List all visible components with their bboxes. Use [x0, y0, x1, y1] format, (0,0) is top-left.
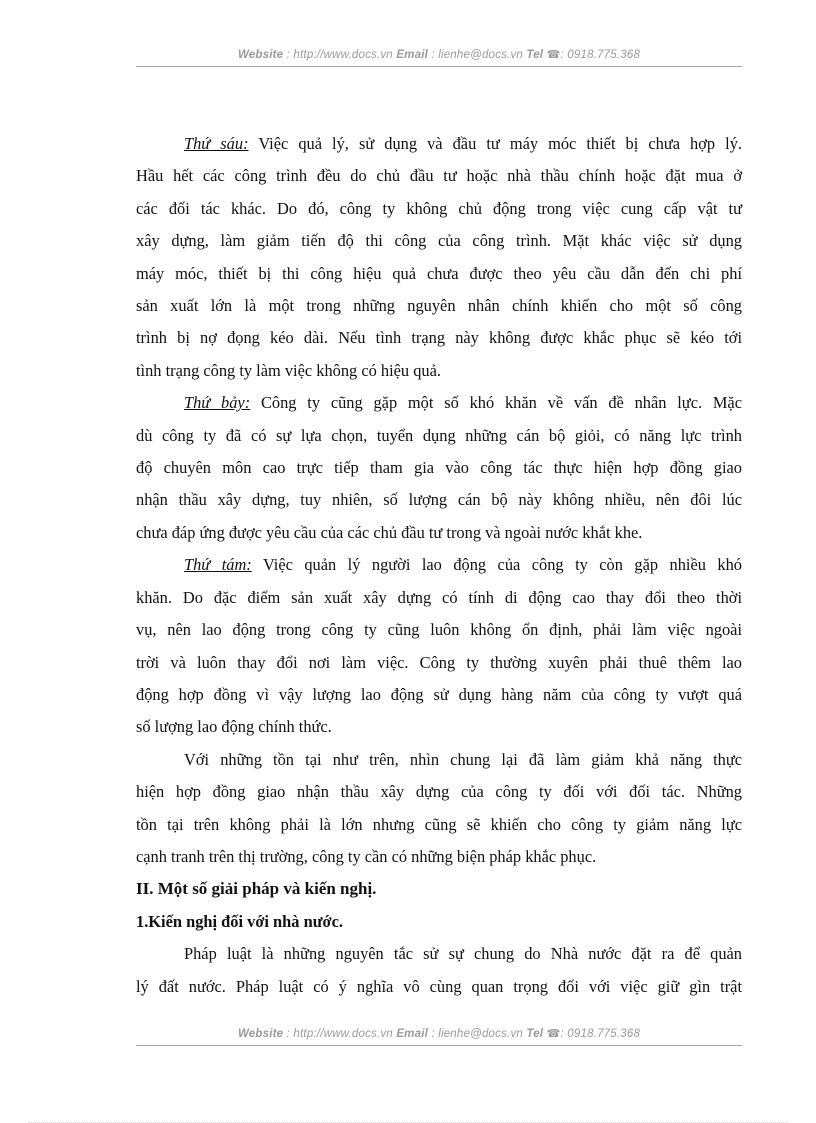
header-website-value: : http://www.docs.vn	[286, 49, 393, 61]
phone-icon: ☎	[546, 1028, 561, 1040]
page-header	[136, 48, 742, 61]
paragraph-line: lý đất nước. Pháp luật có ý nghĩa vô cùng quan trọng đối với việc giữ gìn trật	[136, 976, 742, 996]
footer-website-value: : http://www.docs.vn	[286, 1028, 393, 1040]
paragraph-line: dù công ty đã có sự lựa chọn, tuyển dụng những cán bộ giỏi, có năng lực trình	[136, 425, 742, 445]
paragraph-line: hiện hợp đồng giao nhận thầu xây dựng của công ty đối với đối tác. Những	[136, 782, 742, 802]
header-website-label: Website	[237, 49, 284, 61]
paragraph-line: trình bị nợ đọng kéo dài. Nếu tình trạng này không được khắc phục sẽ kéo tới	[136, 328, 742, 348]
paragraph-line: Việc quả lý, sử dụng và đầu tư máy móc thiết bị chưa hợp lý.	[258, 134, 743, 153]
paragraph-line: số lượng lao động chính thức.	[136, 717, 332, 737]
footer-website-label: Website	[237, 1028, 284, 1040]
paragraph-line: vụ, nên lao động trong công ty cũng luôn không ổn định, phải làm việc ngoài	[136, 620, 742, 640]
paragraph-lead: Thứ bảy:	[184, 393, 251, 413]
footer-rule	[136, 1045, 742, 1046]
paragraph-thu-sau	[136, 128, 742, 387]
paragraph-line: tình trạng công ty làm việc không có hiệu quả.	[136, 360, 441, 380]
paragraph-line: Công ty cũng gặp một số khó khăn về vấn đề nhân lực. Mặc	[260, 393, 742, 413]
footer-tel-value: : 0918.775.368	[560, 1028, 641, 1040]
header-tel-value: : 0918.775.368	[560, 49, 641, 61]
header-email-value: : lienhe@docs.vn	[431, 49, 523, 61]
header-rule	[136, 66, 742, 67]
paragraph-thu-bay	[136, 387, 742, 549]
paragraph-line: sản xuất lớn là một trong những nguyên nhân chính khiến cho một số công	[136, 296, 742, 316]
paragraph-line: Hầu hết các công trình đều do chủ đầu tư hoặc nhà thầu chính hoặc đặt mua ở	[136, 166, 742, 186]
subsection-heading: 1.Kiến nghị đối với nhà nước.	[136, 911, 343, 931]
paragraph-line: chưa đáp ứng được yêu cầu của các chủ đầu tư trong và ngoài nước khắt khe.	[136, 522, 643, 542]
paragraph-line: tồn tại trên không phải là lớn nhưng cũng sẽ khiến cho công ty giảm năng lực	[136, 814, 742, 834]
footer-email-value: : lienhe@docs.vn	[431, 1028, 523, 1040]
footer-email-label: Email	[396, 1028, 428, 1040]
paragraph-lead: Thứ sáu:	[184, 134, 249, 153]
paragraph-line: máy móc, thiết bị thi công hiệu quả chưa được theo yêu cầu dẫn đến chi phí	[136, 263, 742, 283]
paragraph-phap-luat	[136, 938, 742, 1003]
header-email-label: Email	[396, 49, 428, 61]
phone-icon: ☎	[546, 49, 561, 61]
page-footer	[136, 1027, 742, 1040]
document-body	[136, 128, 742, 1003]
header-tel-label: Tel	[526, 49, 544, 61]
paragraph-line: trời và luôn thay đổi nơi làm việc. Công ty thường xuyên phải thuê thêm lao	[136, 652, 742, 672]
paragraph-thu-tam	[136, 549, 742, 743]
paragraph-line: Việc quản lý người lao động của công ty còn gặp nhiều khó	[262, 555, 742, 575]
paragraph-line: Pháp luật là những nguyên tắc sử sự chung do Nhà nước đặt ra để quản	[184, 944, 742, 964]
paragraph-line: động hợp đồng vì vậy lượng lao động sử dụng hàng năm của công ty vượt quá	[136, 684, 742, 704]
footer-tel-label: Tel	[526, 1028, 544, 1040]
paragraph-line: các đối tác khác. Do đó, công ty không chủ động trong việc cung cấp vật tư	[136, 198, 742, 218]
paragraph-line: Với những tồn tại như trên, nhìn chung lại đã làm giảm khả năng thực	[184, 749, 742, 769]
paragraph-line: cạnh tranh trên thị trường, công ty cần có những biện pháp khắc phục.	[136, 846, 597, 866]
paragraph-summary	[136, 744, 742, 874]
section-heading: II. Một số giải pháp và kiến nghị.	[136, 879, 377, 899]
paragraph-lead: Thứ tám:	[184, 555, 252, 575]
paragraph-line: xây dựng, làm giảm tiến độ thi công của công trình. Mặt khác việc sử dụng	[136, 231, 742, 251]
paragraph-line: độ chuyên môn cao trực tiếp tham gia vào công tác thực hiện hợp đồng giao	[136, 458, 742, 478]
paragraph-line: nhận thầu xây dựng, tuy nhiên, số lượng cán bộ này không nhiều, nên đôi lúc	[136, 490, 742, 510]
paragraph-line: khăn. Do đặc điểm sản xuất xây dựng có tính di động cao thay đổi theo thời	[136, 587, 742, 607]
